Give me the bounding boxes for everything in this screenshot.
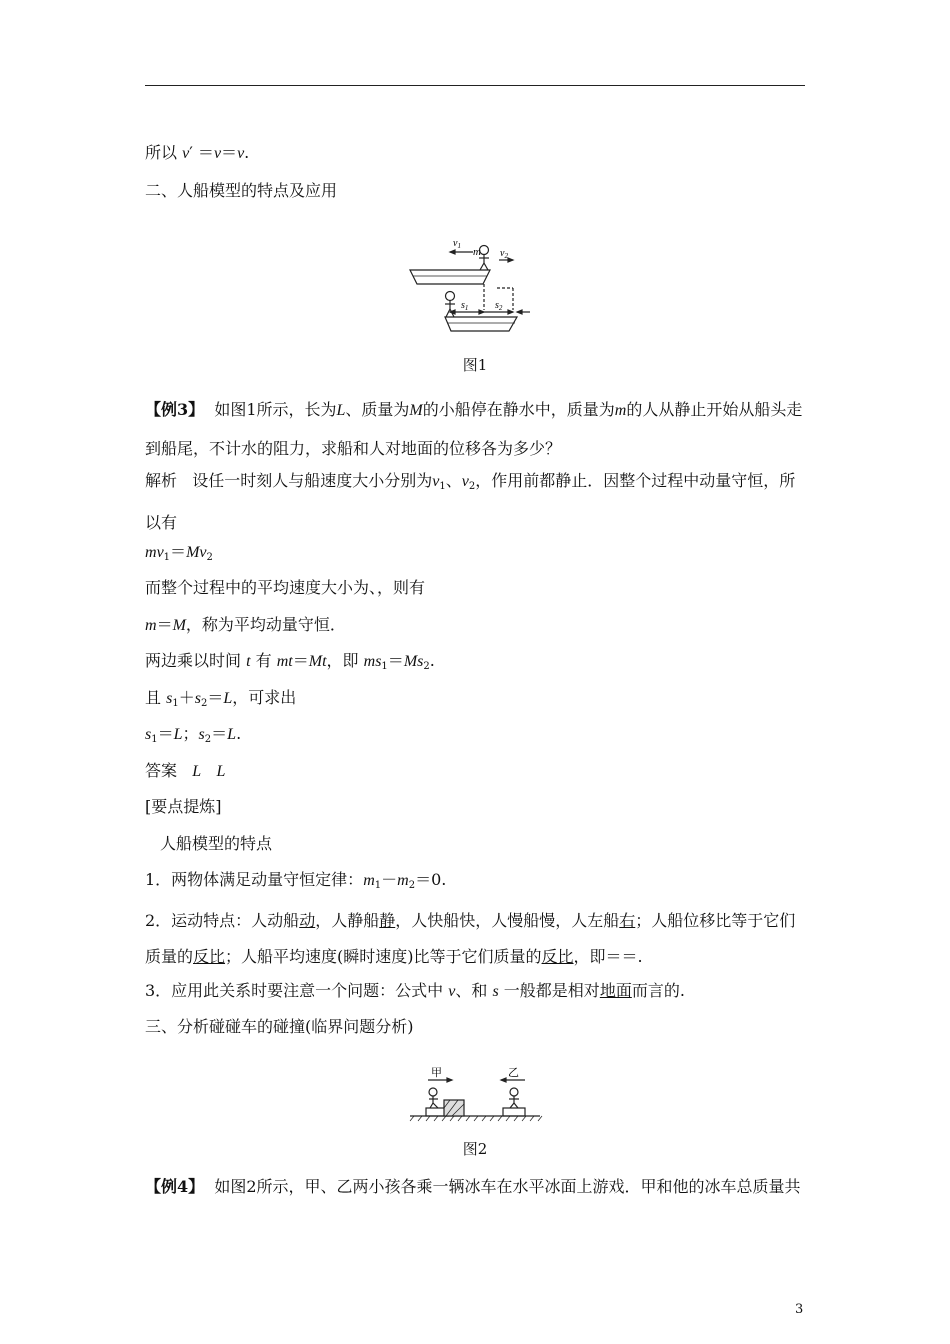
header-rule: [145, 85, 805, 86]
point-2: 2．运动特点：人动船动，人静船静，人快船快，人慢船慢，人左船右；人船位移比等于它们质量的反比；人船平均速度(瞬时速度)比等于它们质量的反比，即＝＝.: [145, 911, 796, 966]
page-number: 3: [795, 1302, 804, 1317]
fig1-m-label: m: [473, 246, 481, 258]
multiply-time-line: 两边乘以时间 t 有 mt＝Mt，即 $ms_1=Ms_2$.: [145, 651, 435, 672]
point-3: 3．应用此关系时要注意一个问题：公式中 v、和 s 一般都是相对地面而言的.: [145, 981, 685, 1000]
fig1-s2-label: $s_2$: [495, 300, 503, 312]
figure-2-caption: 图2: [462, 1140, 488, 1158]
equation-momentum: $mv_1=Mv_2$: [145, 542, 213, 563]
example-3: 【例3】 如图1所示，长为L、质量为M的小船停在静水中，质量为m的人从静止开始从船头走到船尾，不计水的阻力，求船和人对地面的位移各为多少？: [145, 400, 803, 458]
average-velocity-line: 而整个过程中的平均速度大小为、，则有: [145, 578, 426, 597]
keypoints-heading: [要点提炼]: [145, 797, 222, 816]
conclusion-line: 所以 v′ ＝v＝v.: [145, 143, 250, 162]
solution-paragraph: 解析 设任一时刻人与船速度大小分别为$v_1$、$v_2$，作用前都静止．因整个过程中动量守恒，所以有: [145, 471, 796, 532]
sum-line: 且 $s_1+s_2=L$，可求出: [145, 688, 297, 709]
average-momentum-line: m＝M，称为平均动量守恒．: [145, 615, 346, 634]
example-4: 【例4】 如图2所示，甲、乙两小孩各乘一辆冰车在水平冰面上游戏．甲和他的冰车总质量共: [145, 1177, 801, 1196]
fig1-v1-label: $v_1$: [453, 238, 461, 250]
figure-1-caption: 图1: [462, 356, 488, 374]
features-title: 人船模型的特点: [160, 834, 273, 853]
result-line: $s_1=L$；$s_2=L$.: [145, 724, 242, 745]
section-heading-3: 三、分析碰碰车的碰撞(临界问题分析): [145, 1017, 414, 1036]
figure-2-ice-cars: [408, 1066, 543, 1124]
section-heading-2: 二、人船模型的特点及应用: [145, 181, 338, 200]
fig2-jia-label: 甲: [431, 1066, 442, 1079]
fig1-s1-label: $s_1$: [461, 300, 469, 312]
fig1-v2-label: $v_2$: [500, 248, 508, 260]
figure-1-boat-diagram: [405, 232, 545, 342]
fig2-yi-label: 乙: [508, 1066, 519, 1079]
point-1: 1．两物体满足动量守恒定律：$m_1-m_2=0$.: [145, 870, 447, 891]
answer-line: 答案 L L: [145, 761, 226, 780]
